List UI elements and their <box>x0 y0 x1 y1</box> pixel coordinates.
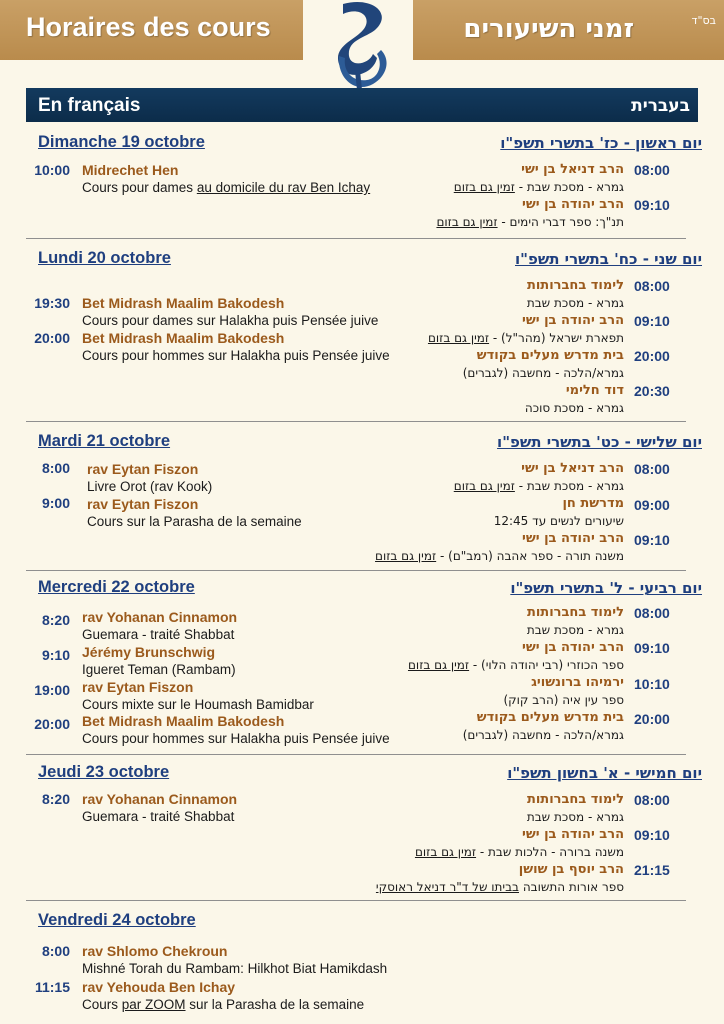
zoom-link[interactable]: par ZOOM <box>121 997 186 1012</box>
course-description: תפארת ישראל (מהר"ל) - זמין גם בזום <box>427 331 624 345</box>
course-description: Cours pour hommes sur Halakha puis Pensée juive <box>82 731 390 746</box>
day-heading-he: יום שלישי - כט' בתשרי תשפ"ו <box>497 433 702 451</box>
course-description: Guemara - traité Shabbat <box>82 809 235 824</box>
course-time: 20:00 <box>34 716 70 732</box>
course-time: 19:30 <box>34 295 70 311</box>
course-description: גמרא - מסכת שבת <box>526 810 624 824</box>
course-time: 09:00 <box>634 497 670 513</box>
course-title: Midrechet Hen <box>82 162 179 178</box>
page-title-he: זמני השיעורים <box>463 14 634 44</box>
course-time: 08:00 <box>634 461 670 477</box>
course-title: הרב דניאל בן ישי <box>521 162 624 177</box>
course-title: Bet Midrash Maalim Bakodesh <box>82 295 285 311</box>
day-separator <box>26 238 686 239</box>
course-description: Cours par ZOOM sur la Parasha de la semaine <box>82 997 365 1012</box>
course-time: 19:00 <box>34 682 70 698</box>
day-heading-fr: Lundi 20 octobre <box>38 249 171 267</box>
course-title: rav Eytan Fiszon <box>87 461 199 477</box>
course-time: 20:00 <box>634 711 670 727</box>
course-title: מדרשת חן <box>562 496 624 511</box>
day-separator <box>26 421 686 422</box>
course-time: 8:20 <box>41 791 70 807</box>
zoom-link[interactable]: זמין גם בזום <box>375 549 437 563</box>
course-title: rav Yohanan Cinnamon <box>82 609 238 625</box>
course-description: שיעורים לנשים עד 12:45 <box>493 514 624 528</box>
course-time: 08:00 <box>634 162 670 178</box>
course-title: הרב יוסף בן שושן <box>518 862 624 877</box>
course-time: 09:10 <box>634 532 670 548</box>
course-title: הרב יהודה בן ישי <box>522 313 624 328</box>
course-title: הרב יהודה בן ישי <box>522 640 624 655</box>
course-time: 08:00 <box>634 278 670 294</box>
course-time: 10:00 <box>34 162 70 178</box>
course-description: Livre Orot (rav Kook) <box>87 479 213 494</box>
course-time: 08:00 <box>634 605 670 621</box>
course-description: Cours sur la Parasha de la semaine <box>87 514 302 529</box>
course-time: 8:20 <box>41 612 70 628</box>
course-time: 21:15 <box>634 862 670 878</box>
course-title: ירמיהו ברונשויג <box>531 675 624 690</box>
course-title: בית מדרש מעלים בקודש <box>476 710 624 725</box>
course-time: 08:00 <box>634 792 670 808</box>
course-description: Igueret Teman (Rambam) <box>82 662 236 677</box>
course-time: 09:10 <box>634 640 670 656</box>
course-title: לימוד בחברותות <box>526 605 624 620</box>
course-time: 10:10 <box>634 676 670 692</box>
course-description: ספר עין איה (הרב קוק) <box>503 693 624 707</box>
day-separator <box>26 900 686 901</box>
course-title: לימוד בחברותות <box>526 278 624 293</box>
course-time: 09:10 <box>634 827 670 843</box>
course-title: הרב יהודה בן ישי <box>522 531 624 546</box>
course-title: בית מדרש מעלים בקודש <box>476 348 624 363</box>
location-link: בביתו של ד"ר דניאל ראוסקי <box>375 880 519 894</box>
course-title: Jérémy Brunschwig <box>82 644 216 660</box>
day-heading-he: יום ראשון - כז' בתשרי תשפ"ו <box>500 134 702 152</box>
course-description: משנה ברורה - הלכות שבת - זמין גם בזום <box>414 845 624 859</box>
course-title: Bet Midrash Maalim Bakodesh <box>82 713 285 729</box>
course-description: גמרא - מסכת שבת <box>526 623 624 637</box>
course-title: rav Yohanan Cinnamon <box>82 791 238 807</box>
column-label-he: בעברית <box>631 96 690 116</box>
zoom-link[interactable]: זמין גם בזום <box>436 215 498 229</box>
course-description: גמרא - מסכת סוכה <box>524 401 624 415</box>
course-title: Bet Midrash Maalim Bakodesh <box>82 330 285 346</box>
column-label-fr: En français <box>38 95 141 116</box>
course-time: 09:10 <box>634 313 670 329</box>
course-time: 20:30 <box>634 383 670 399</box>
course-description: Cours pour dames au domicile du rav Ben Ichay <box>82 180 371 195</box>
course-description: ספר אורות התשובה בביתו של ד"ר דניאל ראוסקי <box>375 880 624 894</box>
bsd-mark: בס"ד <box>691 14 716 27</box>
course-title: rav Eytan Fiszon <box>82 679 194 695</box>
zoom-link[interactable]: זמין גם בזום <box>453 180 515 194</box>
course-time: 8:00 <box>41 943 70 959</box>
course-description: גמרא - מסכת שבת <box>526 296 624 310</box>
course-description: ספר הכוזרי (רבי יהודה הלוי) - זמין גם בזום <box>407 658 624 672</box>
course-title: הרב יהודה בן ישי <box>522 827 624 842</box>
course-time: 8:00 <box>41 460 70 476</box>
location-link: au domicile du rav Ben Ichay <box>196 180 371 195</box>
course-description: Cours mixte sur le Houmash Bamidbar <box>82 697 314 712</box>
course-time: 20:00 <box>634 348 670 364</box>
day-heading-fr: Dimanche 19 octobre <box>38 133 205 151</box>
day-separator <box>26 754 686 755</box>
course-title: rav Yehouda Ben Ichay <box>82 979 236 995</box>
day-heading-fr: Vendredi 24 octobre <box>38 911 196 929</box>
course-description: תנ"ך: ספר דברי הימים - זמין גם בזום <box>436 215 624 229</box>
zoom-link[interactable]: זמין גם בזום <box>427 331 490 345</box>
day-heading-fr: Jeudi 23 octobre <box>38 763 170 781</box>
course-title: rav Eytan Fiszon <box>87 496 199 512</box>
course-title: הרב דניאל בן ישי <box>521 461 624 476</box>
course-title: rav Shlomo Chekroun <box>82 943 228 959</box>
day-heading-fr: Mardi 21 octobre <box>38 432 171 450</box>
day-heading-he: יום חמישי - א' בחשון תשפ"ו <box>507 764 702 782</box>
course-description: Guemara - traité Shabbat <box>82 627 235 642</box>
course-time: 09:10 <box>634 197 670 213</box>
day-heading-fr: Mercredi 22 octobre <box>38 578 195 596</box>
course-title: דוד חלימי <box>565 383 624 398</box>
course-description: גמרא - מסכת שבת - זמין גם בזום <box>453 180 624 194</box>
day-separator <box>26 570 686 571</box>
course-description: Mishné Torah du Rambam: Hilkhot Biat Hamikdash <box>82 961 388 976</box>
zoom-link[interactable]: זמין גם בזום <box>453 479 515 493</box>
course-description: גמרא/הלכה - מחשבה (לגברים) <box>462 728 624 742</box>
course-time: 11:15 <box>34 979 70 995</box>
course-description: Cours pour dames sur Halakha puis Pensée juive <box>82 313 379 328</box>
course-title: הרב יהודה בן ישי <box>522 197 624 212</box>
course-time: 9:10 <box>41 647 70 663</box>
course-description: גמרא - מסכת שבת - זמין גם בזום <box>453 479 624 493</box>
zoom-link[interactable]: זמין גם בזום <box>414 845 477 859</box>
course-description: Cours pour hommes sur Halakha puis Pensée juive <box>82 348 390 363</box>
course-time: 20:00 <box>34 330 70 346</box>
page-title-fr: Horaires des cours <box>26 12 271 42</box>
course-description: גמרא/הלכה - מחשבה (לגברים) <box>462 366 624 380</box>
day-heading-he: יום שני - כח' בתשרי תשפ"ו <box>515 250 702 268</box>
course-description: משנה תורה - ספר אהבה (רמב"ם) - זמין גם בזום <box>375 549 624 563</box>
course-time: 9:00 <box>41 495 70 511</box>
course-title: לימוד בחברותות <box>526 792 624 807</box>
day-heading-he: יום רביעי - ל' בתשרי תשפ"ו <box>510 579 702 597</box>
zoom-link[interactable]: זמין גם בזום <box>407 658 470 672</box>
